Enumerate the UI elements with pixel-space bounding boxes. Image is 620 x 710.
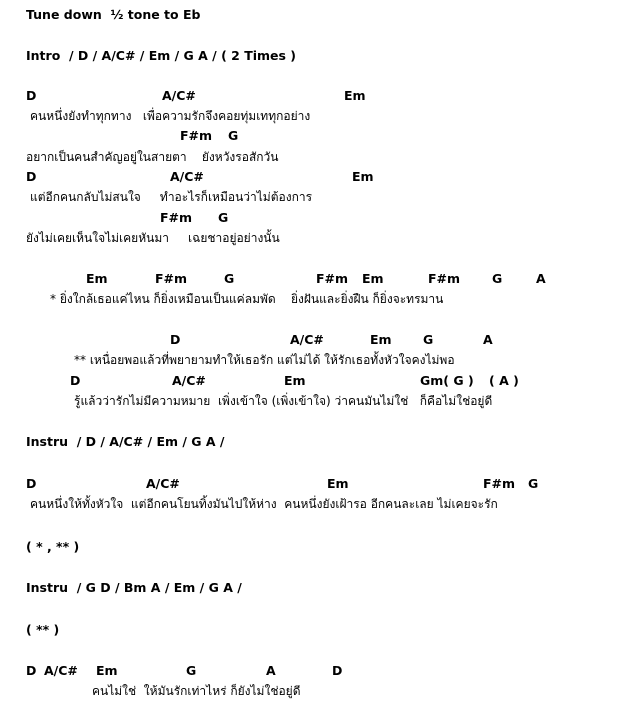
chord: A/C# [172, 373, 206, 388]
chord: A/C# [170, 169, 204, 184]
chord: Em [362, 271, 384, 286]
chord: A [536, 271, 546, 286]
lyric-line: คนหนึ่งให้ทั้งหัวใจ แต่อีกคนโยนทิ้งมันไปให้ห่าง คนหนึ่งยังเฝ้ารอ อีกคนละเลย ไม่เคยจะรัก [30, 497, 498, 511]
chord: Em [370, 332, 392, 347]
chord: A [483, 332, 493, 347]
chord: F#m [316, 271, 349, 286]
chord: Em [352, 169, 374, 184]
chord: A/C# [290, 332, 324, 347]
chord: D [70, 373, 81, 388]
repeat-marker: ( * , ** ) [26, 539, 80, 554]
chord: D [332, 663, 343, 678]
chord: Em [86, 271, 108, 286]
chord: G [186, 663, 197, 678]
chord: D [170, 332, 181, 347]
lyric-line: * ยิ่งใกล้เธอแค่ไหน ก็ยิ่งเหมือนเป็นแค่ลมพัด ยิ่งฝันและยิ่งฝืน ก็ยิ่งจะทรมาน [50, 292, 444, 306]
chord: G [492, 271, 503, 286]
chord: A [266, 663, 276, 678]
lyric-line: คนหนึ่งยังทำทุกทาง เพื่อความรักจึงคอยทุ่มเททุกอย่าง [30, 109, 311, 123]
lyric-line: คนไม่ใช่ ให้มันรักเท่าไหร่ ก็ยังไม่ใช่อยู่ดี [92, 684, 301, 698]
chord: G [528, 476, 539, 491]
chord: F#m [155, 271, 188, 286]
lyric-line: แต่อีกคนกลับไม่สนใจ ทำอะไรก็เหมือนว่าไม่ต้องการ [30, 190, 313, 204]
chord: Em [96, 663, 118, 678]
instrumental-line: Instru / G D / Bm A / Em / G A / [26, 580, 242, 595]
chord: Gm( G ) [420, 373, 474, 388]
chord: Em [344, 88, 366, 103]
chord: A/C# [146, 476, 180, 491]
chord: Em [284, 373, 306, 388]
intro-line: Intro / D / A/C# / Em / G A / ( 2 Times ) [26, 48, 297, 63]
chord: A/C# [162, 88, 196, 103]
chord: D [26, 88, 37, 103]
chord: F#m [180, 128, 213, 143]
chord: ( A ) [489, 373, 519, 388]
repeat-marker: ( ** ) [26, 622, 60, 637]
chord: Em [327, 476, 349, 491]
chord: F#m [160, 210, 193, 225]
lyric-line: ยังไม่เคยเห็นใจไม่เคยหันมา เฉยชาอยู่อย่างนั้น [26, 231, 280, 245]
chord: D [26, 476, 37, 491]
chord: D [26, 169, 37, 184]
chord: G [423, 332, 434, 347]
instrumental-line: Instru / D / A/C# / Em / G A / [26, 434, 225, 449]
lyric-line: ** เหนื่อยพอแล้วที่พยายามทำให้เธอรัก แต่ไม่ได้ ให้รักเธอทั้งหัวใจคงไม่พอ [74, 353, 455, 367]
lyric-line: รู้แล้วว่ารักไม่มีความหมาย เพิ่งเข้าใจ (เพิ่งเข้าใจ) ว่าคนมันไม่ใช่ ก็คือไม่ใช่อยู่ดี [74, 394, 493, 408]
chord: F#m [428, 271, 461, 286]
chord: A/C# [44, 663, 78, 678]
chord: G [224, 271, 235, 286]
chord: D [26, 663, 37, 678]
chord: G [228, 128, 239, 143]
tuning-note: Tune down ½ tone to Eb [26, 7, 201, 22]
chord: F#m [483, 476, 516, 491]
lyric-line: อยากเป็นคนสำคัญอยู่ในสายตา ยังหวังรอสักวัน [26, 150, 279, 164]
chord: G [218, 210, 229, 225]
